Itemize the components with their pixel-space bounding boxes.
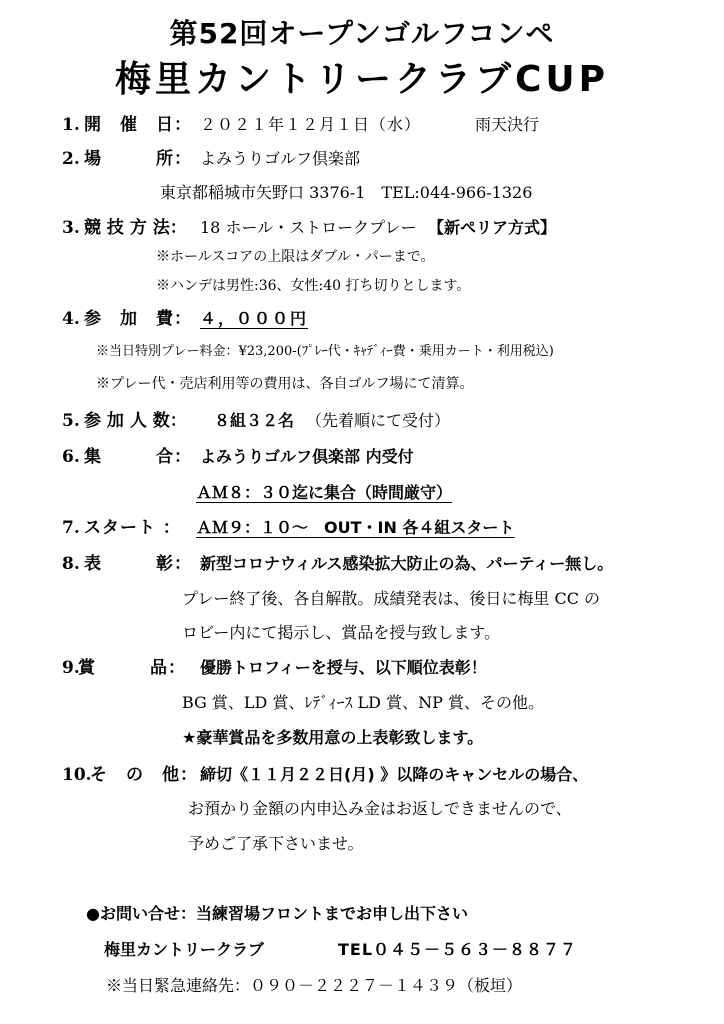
prizes-line: BG 賞、LD 賞、ﾚﾃﾞｨｰｽ LD 賞、NP 賞、その他。	[182, 693, 544, 712]
item-label: 参 加 費：	[84, 309, 192, 329]
cup-title: 梅里カントリークラブCUP	[114, 59, 610, 100]
inquiry-text: ●お問い合せ：当練習場フロントまでお申し出下さい	[86, 904, 468, 923]
other-line: お預かり金額の内申込み金はお返しできませんので、	[188, 799, 572, 818]
item-number: 8.	[62, 554, 80, 574]
format-note: ※ホールスコアの上限はダブル・パーまで。	[156, 249, 435, 265]
club-name: 梅里カントリークラブ	[104, 940, 265, 959]
item-label: 競 技 方 法：	[84, 218, 187, 238]
item-number: 2.	[62, 149, 80, 169]
awards-value: 新型コロナウィルス感染拡大防止の為、パーティー無し。	[200, 554, 614, 573]
format-method: 【新ペリア方式】	[428, 218, 557, 237]
item-label: 参 加 人 数：	[84, 411, 187, 431]
awards-line: プレー終了後、各自解散。成績発表は、後日に梅里 CC の	[182, 589, 601, 608]
prizes-value	[200, 660, 487, 676]
item-label: 場 所：	[84, 149, 192, 169]
format-note: ※ハンデは男性:36、女性:40 打ち切りとします。	[156, 278, 471, 294]
item-label: 集 合：	[84, 447, 192, 467]
prizes-trophy: 優勝トロフィー	[200, 658, 311, 677]
fee-note: ※当日特別プレー料金：¥23,200-(ﾌﾟﾚｰ代・ｷｬﾃﾞｨｰ費・乗用カート・利用税込)	[96, 344, 554, 359]
start-value: ＡＭ９：１０～ OUT・IN 各４組スタート	[196, 518, 515, 537]
item-number: 4.	[62, 309, 80, 329]
prizes-highlight: ★豪華賞品を多数用意の上表彰致します。	[182, 728, 484, 747]
item-label: 開 催 日：	[84, 115, 192, 135]
item-number: 3.	[62, 218, 80, 238]
item-number: 1.	[62, 115, 80, 135]
fee-value: ４，０００円	[200, 309, 309, 328]
fee-note: ※プレー代・売店利用等の費用は、各自ゴルフ場にて清算。	[96, 376, 474, 392]
date-value: ２０２１年１２月１日（水）	[200, 115, 422, 134]
item-number: 10.	[62, 765, 92, 785]
meeting-value: よみうりゴルフ倶楽部 内受付	[200, 447, 414, 466]
rain-note: 雨天決行	[475, 115, 540, 134]
participants-value: ８組３２名	[214, 411, 295, 430]
item-number: 7.	[62, 518, 80, 538]
other-line: 予めご了承下さいませ。	[188, 834, 364, 853]
format-value: 18 ホール・ストロークプレー	[200, 218, 417, 237]
awards-line: ロビー内にて掲示し、賞品を授与致します。	[182, 623, 501, 642]
item-label: スタート ：	[84, 518, 181, 538]
event-title: 第52回オープンゴルフコンペ	[169, 17, 555, 50]
item-label: 表 彰：	[84, 554, 192, 574]
participants-note: （先着順にて受付）	[306, 411, 451, 430]
emergency-contact: ※当日緊急連絡先：０９０－２２２７－１４３９（板垣）	[106, 976, 523, 995]
item-number: 9.	[62, 658, 80, 678]
club-phone: TEL０４５－５６３－８８７７	[338, 940, 578, 959]
other-value: 締切《１１月２２日(月) 》以降のキャンセルの場合、	[200, 765, 589, 784]
item-label: そ の 他：	[90, 765, 198, 785]
item-label: 賞 品：	[78, 658, 186, 678]
venue-value: よみうりゴルフ倶楽部	[200, 149, 361, 168]
item-number: 5.	[62, 411, 80, 431]
meeting-time: ＡＭ８：３０迄に集合（時間厳守）	[196, 483, 453, 502]
prizes-rest: を授与、以下順位表彰！	[310, 658, 487, 677]
venue-address: 東京都稲城市矢野口 3376-1 TEL:044-966-1326	[160, 183, 533, 202]
item-number: 6.	[62, 447, 80, 467]
